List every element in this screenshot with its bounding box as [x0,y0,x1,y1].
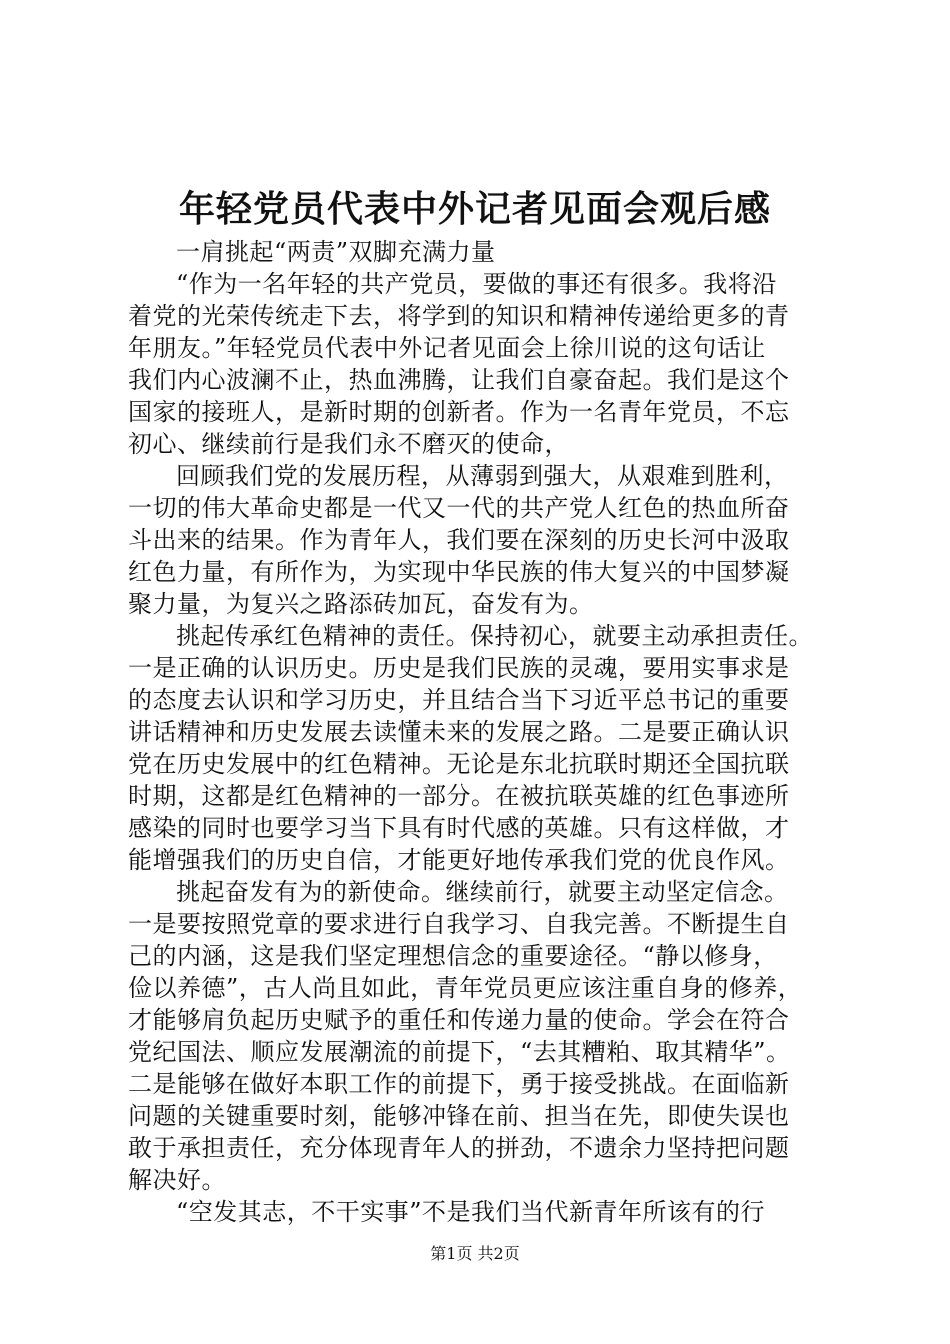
text-line: 党在历史发展中的红色精神。无论是东北抗联时期还全国抗联 [128,750,790,778]
text-line: 一是要按照党章的要求进行自我学习、自我完善。不断提生自 [128,910,790,938]
text-line: “空发其志，不干实事”不是我们当代新青年所该有的行 [176,1198,766,1226]
text-line: 回顾我们党的发展历程，从薄弱到强大，从艰难到胜利， [176,462,789,490]
document-body [128,236,848,1228]
text-line: 年朋友。”年轻党员代表中外记者见面会上徐川说的这句话让 [128,334,766,362]
text-line: 敢于承担责任，充分体现青年人的拼劲，不遗余力坚持把问题 [128,1134,790,1162]
text-line: 初心、继续前行是我们永不磨灭的使命， [128,430,569,458]
text-line: 时期，这都是红色精神的一部分。在被抗联英雄的红色事迹所 [128,782,790,810]
text-line: “作为一名年轻的共产党员，要做的事还有很多。我将沿 [176,270,777,298]
page-number-footer: 第1页 共2页 [430,1244,520,1263]
text-line: 斗出来的结果。作为青年人，我们要在深刻的历史长河中汲取 [128,526,790,554]
text-line: 的态度去认识和学习历史，并且结合当下习近平总书记的重要 [128,686,790,714]
text-line: 己的内涵，这是我们坚定理想信念的重要途径。“静以修身， [128,942,778,970]
text-line: 党纪国法、顺应发展潮流的前提下，“去其糟粕、取其精华”。 [128,1038,791,1066]
text-line: 俭以养德”，古人尚且如此，青年党员更应该注重自身的修养， [128,974,803,1002]
text-line: 挑起奋发有为的新使命。继续前行，就要主动坚定信念。 [176,878,789,906]
text-line: 讲话精神和历史发展去读懂未来的发展之路。二是要正确认识 [128,718,790,746]
text-line: 能增强我们的历史自信，才能更好地传承我们党的优良作风。 [128,846,790,874]
text-line: 一切的伟大革命史都是一代又一代的共产党人红色的热血所奋 [128,494,790,522]
text-line: 感染的同时也要学习当下具有时代感的英雄。只有这样做，才 [128,814,790,842]
text-line: 着党的光荣传统走下去，将学到的知识和精神传递给更多的青 [128,302,790,330]
text-line: 聚力量，为复兴之路添砖加瓦，奋发有为。 [128,590,594,618]
text-line: 一是正确的认识历史。历史是我们民族的灵魂，要用实事求是 [128,654,790,682]
text-line: 国家的接班人，是新时期的创新者。作为一名青年党员，不忘 [128,398,790,426]
text-line: 挑起传承红色精神的责任。保持初心，就要主动承担责任。 [176,622,813,650]
text-line: 二是能够在做好本职工作的前提下，勇于接受挑战。在面临新 [128,1070,790,1098]
text-line: 红色力量，有所作为，为实现中华民族的伟大复兴的中国梦凝 [128,558,790,586]
text-line: 一肩挑起“两责”双脚充满力量 [176,238,496,266]
document-title: 年轻党员代表中外记者见面会观后感 [178,188,771,230]
text-line: 我们内心波澜不止，热血沸腾，让我们自豪奋起。我们是这个 [128,366,790,394]
text-line: 才能够肩负起历史赋予的重任和传递力量的使命。学会在符合 [128,1006,790,1034]
text-line: 问题的关键重要时刻，能够冲锋在前、担当在先，即使失误也 [128,1102,790,1130]
text-line: 解决好。 [128,1166,226,1194]
